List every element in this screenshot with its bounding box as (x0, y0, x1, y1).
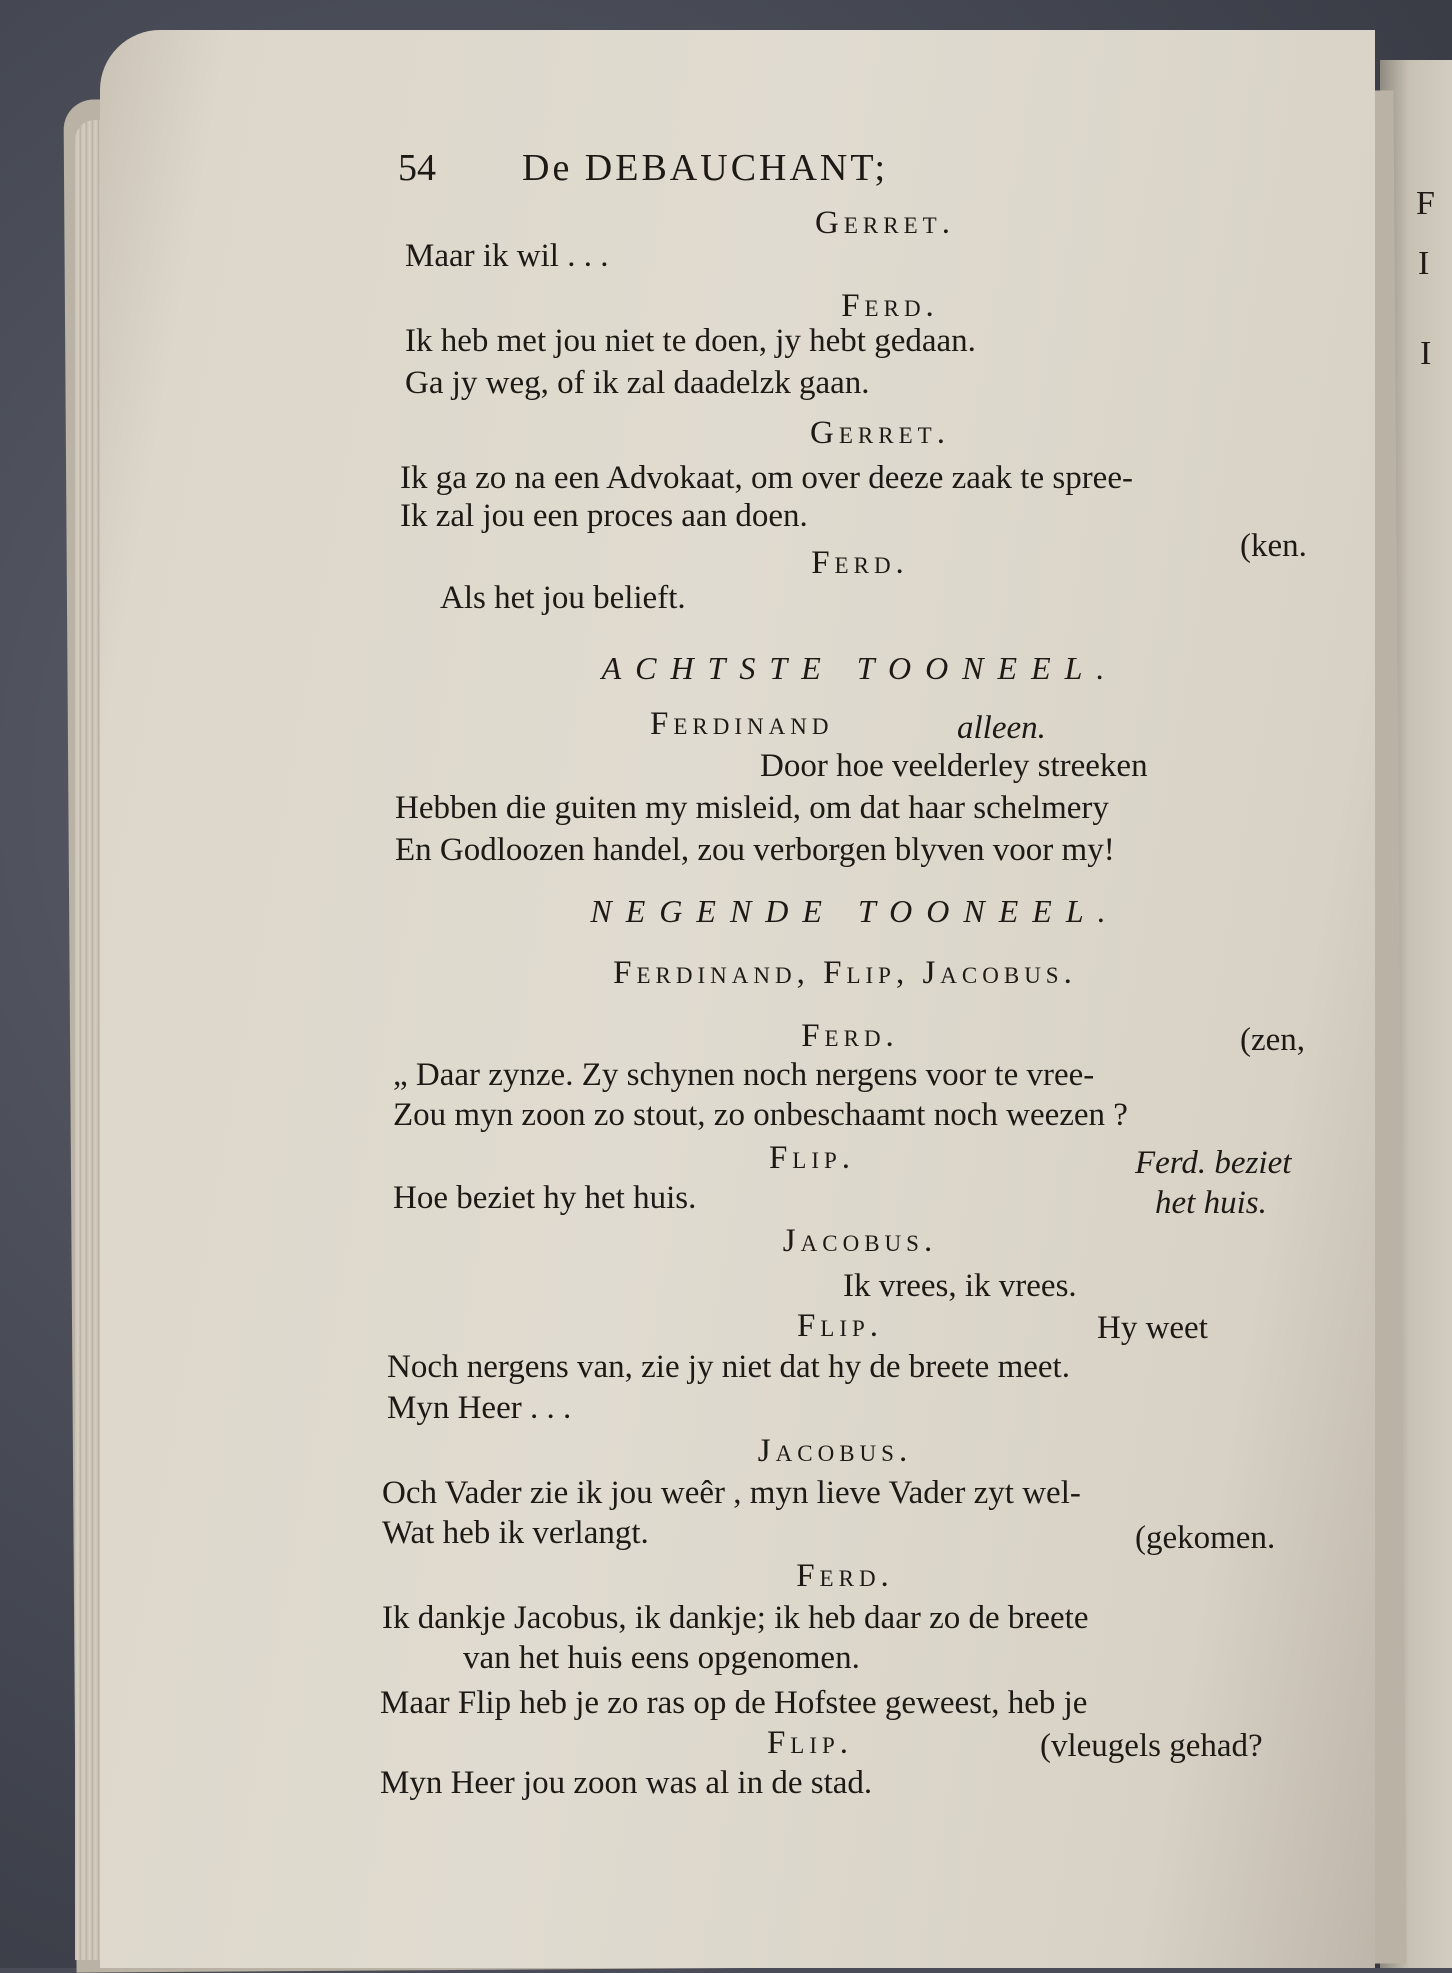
verse-line: Wat heb ik verlangt. (382, 1515, 649, 1551)
stage-direction: het huis. (1155, 1185, 1267, 1221)
speaker-name: Gerret. (810, 415, 950, 451)
speaker-name: Jacobus. (757, 1433, 913, 1469)
scene-heading: NEGENDE TOONEEL. (590, 893, 1120, 929)
verse-line: Maar Flip heb je zo ras op de Hofstee geweest, heb je (380, 1685, 1088, 1721)
verse-line: Door hoe veelderley streeken (760, 748, 1148, 784)
speaker-name: Flip. (796, 1308, 884, 1344)
verse-line: Hoe beziet hy het huis. (393, 1180, 697, 1216)
stage-direction: alleen. (957, 710, 1046, 746)
speaker-list: Ferdinand, Flip, Jacobus. (613, 955, 1077, 991)
verse-turnover: (gekomen. (1135, 1520, 1276, 1556)
verse-line: Ik heb met jou niet te doen, jy hebt gedaan. (405, 323, 976, 359)
verse-line: Ga jy weg, of ik zal daadelzk gaan. (405, 365, 870, 401)
speaker-name: Gerret. (815, 205, 955, 241)
speaker-name: Flip. (766, 1725, 854, 1761)
verse-line: Noch nergens van, zie jy niet dat hy de breete meet. (387, 1349, 1070, 1385)
speaker-name: Ferd. (811, 545, 909, 581)
running-title: De DEBAUCHANT; (522, 147, 889, 189)
verse-line: Zou myn zoon zo stout, zo onbeschaamt noch weezen ? (393, 1097, 1128, 1133)
verse-line: Ik vrees, ik vrees. (843, 1268, 1077, 1304)
verse-line: Maar ik wil . . . (405, 238, 609, 274)
page-number: 54 (398, 147, 436, 189)
verse-line: Hebben die guiten my misleid, om dat haar schelmery (395, 790, 1109, 826)
verse-line: Ik zal jou een proces aan doen. (400, 498, 808, 534)
speaker-name: Ferdinand (650, 706, 834, 742)
verse-line: Och Vader zie ik jou weêr , myn lieve Vader zyt wel- (382, 1475, 1081, 1511)
facing-page-text: I (1420, 335, 1432, 372)
verse-line: Myn Heer jou zoon was al in de stad. (380, 1765, 873, 1801)
stage-direction: Ferd. beziet (1135, 1145, 1292, 1181)
verse-line: Myn Heer . . . (387, 1390, 572, 1426)
verse-line: Hy weet (1097, 1310, 1208, 1346)
verse-line: Ik ga zo na een Advokaat, om over deeze zaak te spree- (400, 460, 1133, 496)
verse-line: Als het jou belieft. (440, 580, 686, 616)
scene-heading: ACHTSTE TOONEEL. (601, 650, 1119, 686)
speaker-name: Ferd. (796, 1558, 894, 1594)
verse-turnover: (zen, (1240, 1022, 1306, 1058)
verse-turnover: (vleugels gehad? (1040, 1728, 1263, 1764)
verse-turnover: (ken. (1240, 528, 1307, 564)
speaker-name: Jacobus. (782, 1223, 938, 1259)
verse-line: Ik dankje Jacobus, ik dankje; ik heb daar zo de breete (382, 1600, 1089, 1636)
speaker-name: Flip. (768, 1140, 856, 1176)
verse-line: „ Daar zynze. Zy schynen noch nergens voor te vree- (393, 1057, 1095, 1093)
verse-line: En Godloozen handel, zou verborgen blyven voor my! (395, 832, 1115, 868)
speaker-name: Ferd. (801, 1018, 899, 1054)
facing-page-text: F (1416, 185, 1435, 222)
speaker-name: Ferd. (841, 288, 939, 324)
facing-page-text: I (1418, 245, 1430, 282)
verse-line: van het huis eens opgenomen. (463, 1640, 860, 1676)
